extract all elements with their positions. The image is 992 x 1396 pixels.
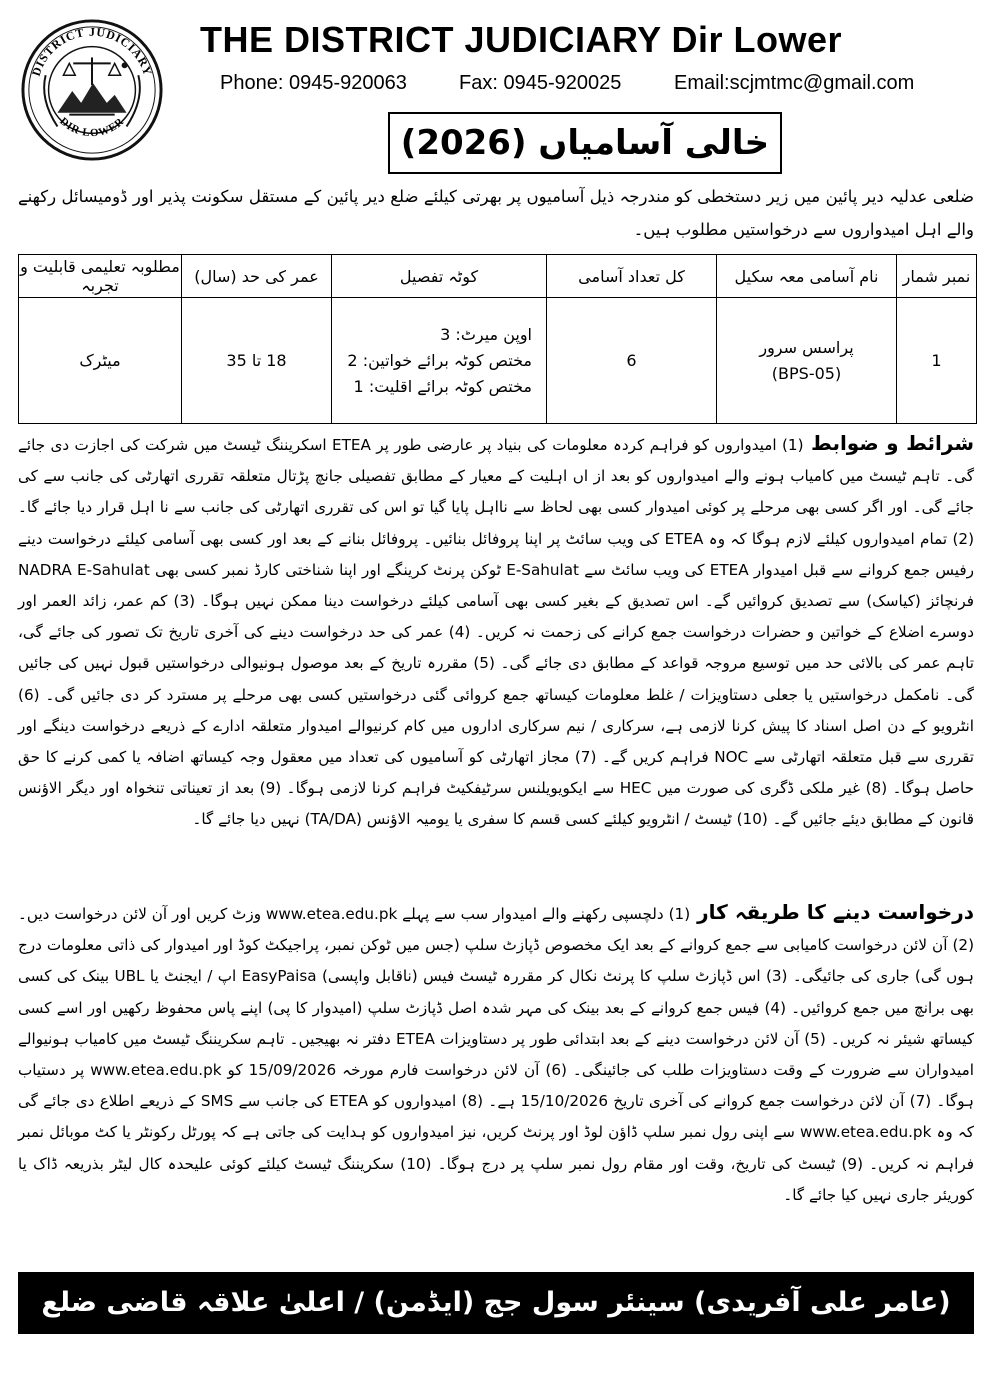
terms-heading: شرائط و ضوابط <box>803 431 975 455</box>
table-row <box>19 298 977 424</box>
cell-count: 6 <box>547 298 717 424</box>
header-count: کل تعداد آسامی <box>547 255 717 298</box>
signatory-footer: (عامر علی آفریدی) سینئر سول جج (ایڈمن) / اعلیٰ علاقہ قاضی ضلع دیر پائین <box>18 1272 974 1334</box>
header-serial: نمبر شمار <box>897 255 977 298</box>
post-name: پراسس سرور <box>759 337 854 357</box>
application-procedure-text: (1) دلچسپی رکھنے والے امیدوار سب سے پہلے www.etea.edu.pk وزٹ کریں اور آن لائن درخواست دیں۔ (2) آن لائن درخواست کامیابی سے جمع کروانے کے بعد ایک مخصوص ڈپازٹ سلپ (جس میں ٹوکن نمبر، پراجیکٹ کوڈ اور امیدوار کی ذاتی معلومات درج ہوں گی) جاری کی جائیگی۔ (3) اس ڈپازٹ سلپ کا پرنٹ نکال کر مقررہ ٹیسٹ فیس (ناقابل واپسی) EasyPaisa اپ / ایجنٹ یا UBL بینک کی کسی بھی برانچ میں جمع کروائیں۔ (4) فیس جمع کروانے کے بعد بینک کی مہر شدہ اصل ڈپازٹ سلپ (امیدوار کا پی) اپنے پاس محفوظ رکھیں اور اسے کسی کیساتھ شیئر نہ کریں۔ (5) آن لائن درخواست دینے کے بعد ابتدائی طور پر دستاویزات ETEA دفتر نہ بھیجیں۔ تاہم سکریننگ ٹیسٹ میں کامیاب ہونیوالے امیدواران سے ضرورت کے وقت دستاویزات طلب کی جائینگی۔ (6) آن لائن درخواست فارم مورخہ 15/09/2026 کو www.etea.edu.pk پر دستیاب ہوگا۔ (7) آن لائن درخواست جمع کروانے کی آخری تاریخ 15/10/2026 ہے۔ (8) امیدواروں کو ETEA کی جانب سے SMS کے ذریعے اطلاع دی جائے گی کہ وہ www.etea.edu.pk سے اپنی رول نمبر سلپ ڈاؤن لوڈ اور پرنٹ کریں، نیز امیدواروں کو ہدایت کی جاتی ہے کہ پورٹل رکونٹر یا کٹ موبائل نمبر فراہم نہ کریں۔ (9) ٹیسٹ کی تاریخ، وقت اور مقام رول نمبر سلپ پر درج ہوگا۔ (10) سکریننگ ٹیسٹ کیلئے کوئی علیحدہ کال لیٹر بذریعہ ڈاک یا کوریئر جاری نہیں کیا جائے گا۔ <box>18 905 975 1204</box>
cell-serial: 1 <box>897 298 977 424</box>
page-title: THE DISTRICT JUDICIARY Dir Lower <box>200 19 843 60</box>
quota-open-merit: اوپن میرٹ: 3 <box>440 324 532 344</box>
terms-section <box>18 428 974 836</box>
district-judiciary-seal-logo <box>18 16 166 164</box>
vacancy-table <box>18 254 977 424</box>
application-procedure-section <box>18 897 974 1211</box>
vacancies-banner: خالی آسامیاں (2026) <box>388 112 782 174</box>
header-qualification: مطلوبہ تعلیمی قابلیت و تجربہ <box>19 255 182 298</box>
intro-paragraph: ضلعی عدلیہ دیر پائین میں زیر دستخطی کو مندرجہ ذیل آسامیوں پر بھرتی کیلئے ضلع دیر پائین کے مستقل سکونت پذیر اور ڈومیسائل رکھنے والے اہل امیدواروں سے درخواستیں مطلوب ہیں۔ <box>18 187 974 239</box>
header-post: نام آسامی معہ سکیل <box>717 255 897 298</box>
terms-text: (1) امیدواروں کو فراہم کردہ معلومات کی بنیاد پر عارضی طور پر ETEA اسکریننگ ٹیسٹ میں شرکت کی اجازت دی جائے گی۔ تاہم ٹیسٹ میں کامیاب ہونے والے امیدواروں کو بعد از اں اہلیت کے معیار کے مطابق تفصیلی جانچ پڑتال متعلقہ تقرری اتھارٹی کی جانب سے کی جائے گی۔ اور اگر کسی بھی مرحلے پر کوئی امیدوار کسی بھی لحاظ سے نااہل پایا گیا تو اس کی تقرری اتھارٹی کی جانب سے نا اہل قرار دیا جائے گا۔ (2) تمام امیدواروں کیلئے لازم ہوگا کہ وہ ETEA کی ویب سائٹ پر اپنا پروفائل بنائیں۔ پروفائل بنانے کے بعد اور کسی بھی آسامی کیلئے درخواست دینے رفیس جمع کروانے سے قبل امیدوار ETEA کی ویب سائٹ سے E-Sahulat ٹوکن پرنٹ کرینگے اور اپنا شناختی کارڈ نمبر کسی بھی NADRA E-Sahulat فرنچائز (کیاسک) سے تصدیق کروائیں گے۔ اس تصدیق کے بغیر کسی بھی آسامی کیلئے درخواست دینا ممکن نہیں ہوگا۔ (3) کم عمر، زائد العمر اور دوسرے اضلاع کے خواتین و حضرات درخواست جمع کرانے کی زحمت نہ کریں۔ (4) عمر کی حد درخواست دینے کی آخری تاریخ تک تصور کی جائے گی، تاہم عمر کی بالائی حد میں توسیع مروجہ قواعد کے مطابق دی جائے گی۔ (5) مقررہ تاریخ کے بعد موصول ہونیوالی درخواستیں قبول نہیں کی جائیں گی۔ نامکمل درخواستیں یا جعلی دستاویزات / غلط معلومات کیساتھ جمع کروائی گئی درخواستیں کسی بھی مرحلے پر مسترد کر دی جائیں گی۔ (6) انٹرویو کے دن اصل اسناد کا پیش کرنا لازمی ہے، سرکاری / نیم سرکاری اداروں میں کام کرنیوالے امیدوار متعلقہ ادارے کے ذریعے درخواست دینگے اور تقرری سے قبل متعلقہ اتھارٹی سے NOC فراہم کریں گے۔ (7) مجاز اتھارٹی کو آسامیوں کی تعداد میں معقول وجہ کیساتھ اضافہ یا کمی کرنے کا حق حاصل ہوگا۔ (8) غیر ملکی ڈگری کی صورت میں HEC سے ایکویویلنس سرٹیفکیٹ فراہم کرنا لازمی ہوگا۔ (9) بعد از تعیناتی تنخواہ اور دیگر الاؤنس قانون کے مطابق دیئے جائیں گے۔ (10) ٹیسٹ / انٹرویو کیلئے کسی قسم کا سفری یا یومیہ الاؤنس (TA/DA) نہیں دیا جائے گا۔ <box>18 436 975 829</box>
cell-age: 18 تا 35 <box>182 298 332 424</box>
phone-number: Phone: 0945-920063 <box>220 72 407 94</box>
cell-quota <box>332 298 547 424</box>
application-procedure-heading: درخواست دینے کا طریقہ کار <box>690 900 975 924</box>
cell-qualification: میٹرک <box>19 298 182 424</box>
header-age: عمر کی حد (سال) <box>182 255 332 298</box>
quota-women: مختص کوٹہ برائے خواتین: 2 <box>347 350 532 370</box>
quota-minority: مختص کوٹہ برائے اقلیت: 1 <box>353 376 532 396</box>
contact-info <box>216 68 976 98</box>
svg-text:DISTRICT JUDICIARY: DISTRICT JUDICIARY <box>28 24 156 78</box>
svg-text:DIR LOWER: DIR LOWER <box>57 115 127 140</box>
fax-number: Fax: 0945-920025 <box>459 72 622 94</box>
cell-post <box>717 298 897 424</box>
header-quota: کوٹہ تفصیل <box>332 255 547 298</box>
post-scale: (BPS-05) <box>771 363 842 383</box>
email-address: Email:scjmtmc@gmail.com <box>674 72 915 94</box>
table-header-row <box>19 255 977 298</box>
